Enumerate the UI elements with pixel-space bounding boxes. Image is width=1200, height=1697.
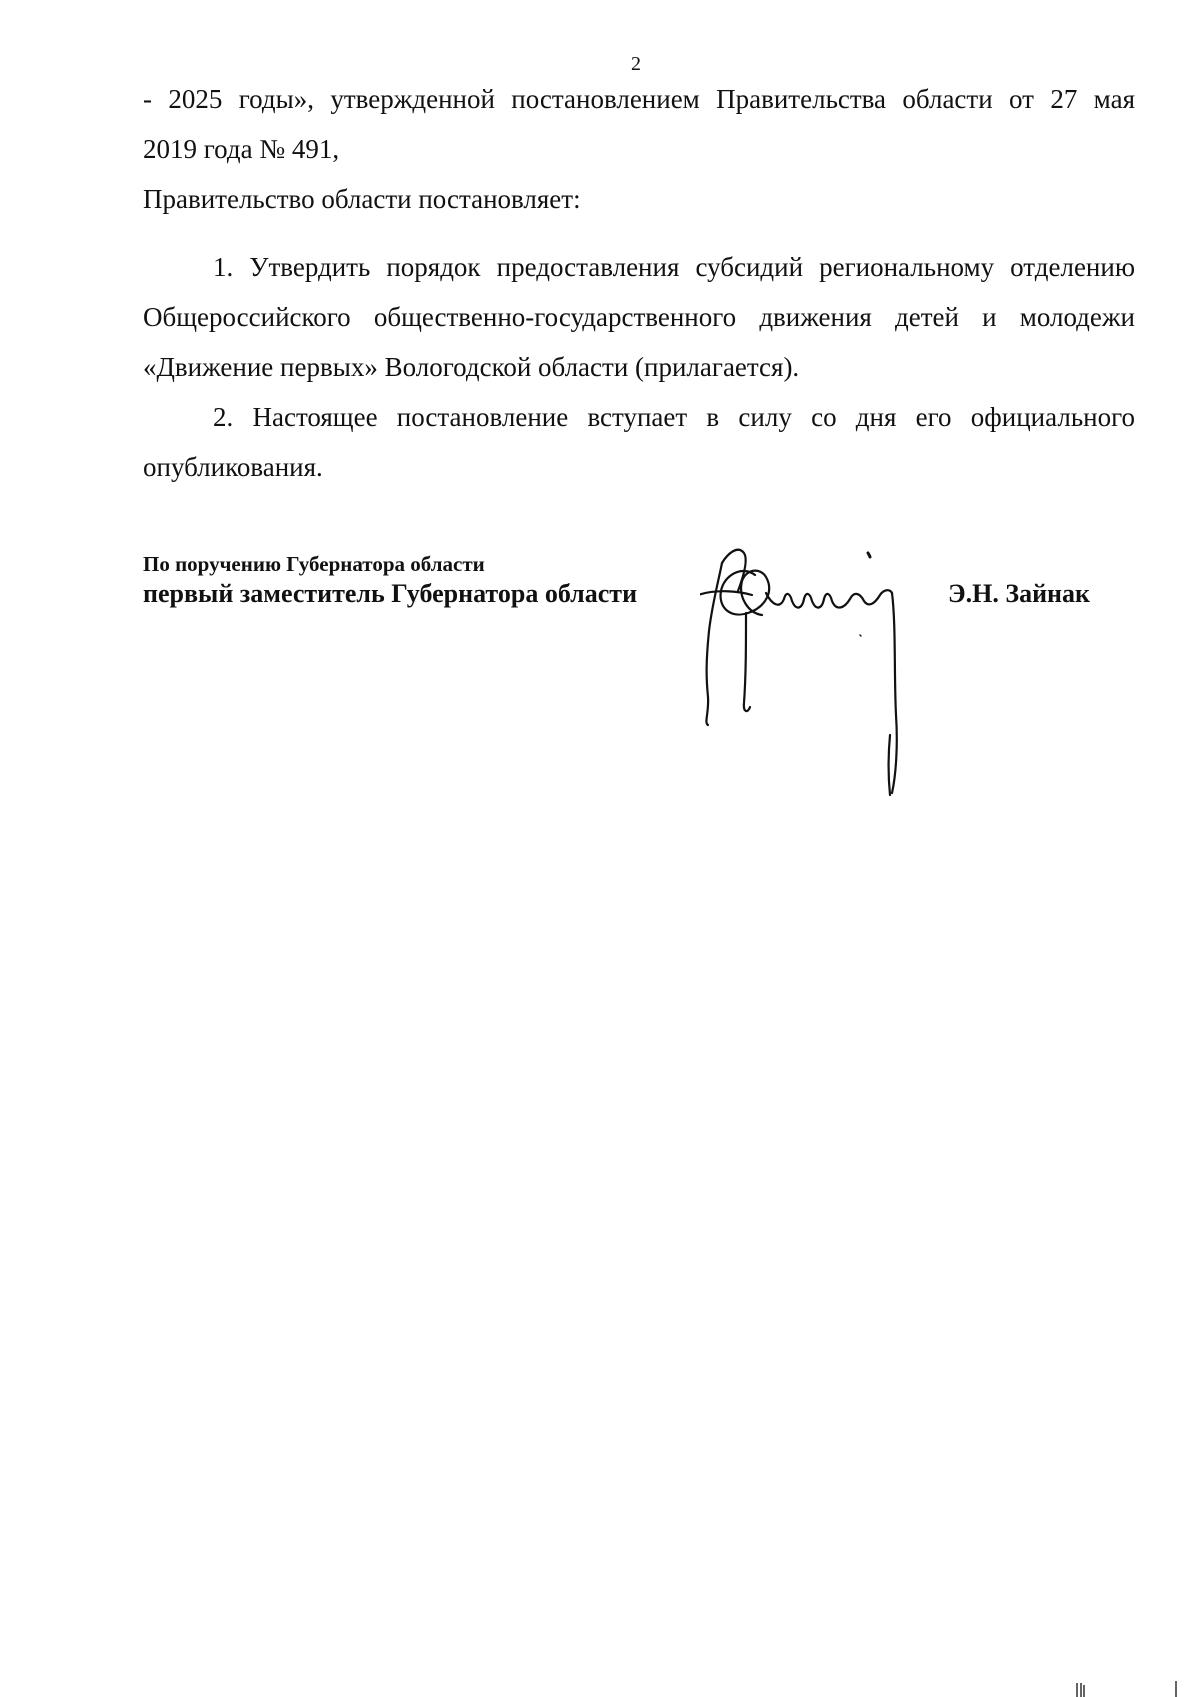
signatory-authority: По поручению Губернатора области: [143, 552, 485, 576]
item-2-line-2: опубликования.: [143, 452, 323, 482]
scan-edge-marks: [1075, 1681, 1180, 1697]
page-number: 2: [631, 53, 641, 75]
body-line-1: - 2025 годы», утвержденной постановлением Правительства области от 27 мая: [143, 84, 1135, 114]
signer-name: Э.Н. Зайнак: [948, 579, 1091, 608]
item-1-line-3: «Движение первых» Вологодской области (прилагается).: [143, 352, 800, 382]
item-2-line-1: 2. Настоящее постановление вступает в силу со дня его официального: [213, 402, 1135, 432]
item-1-line-1: 1. Утвердить порядок предоставления субсидий региональному отделению: [213, 252, 1135, 282]
signatory-position: первый заместитель Губернатора области: [143, 579, 638, 608]
item-1-line-2: Общероссийского общественно-государственного движения детей и молодежи: [143, 302, 1135, 332]
signature-block: [143, 551, 637, 611]
document-body: [143, 74, 1135, 492]
body-line-2: 2019 года № 491,: [143, 134, 340, 164]
resolution-intro: Правительство области постановляет:: [143, 184, 581, 214]
paragraph-gap: [143, 224, 1135, 242]
handwritten-signature-icon: [700, 535, 930, 805]
